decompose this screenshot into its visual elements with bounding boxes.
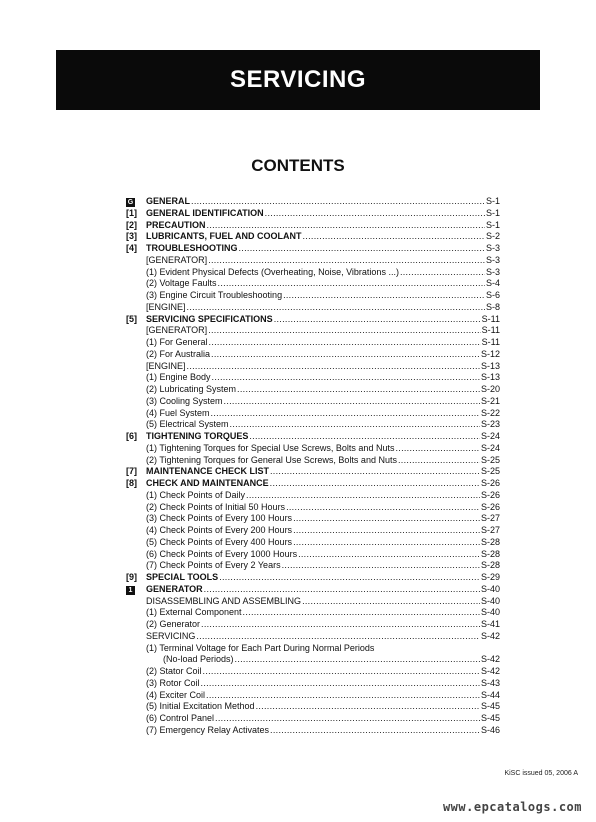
dot-leader [196,631,480,643]
toc-page: S-42 [480,666,500,676]
toc-label: [GENERATOR] [146,325,208,336]
toc-entry[interactable] [126,384,500,396]
toc-label: (1) Tightening Torques for Special Use Screws, Bolts and Nuts [146,442,395,453]
toc-entry[interactable] [126,267,500,279]
dot-leader [243,607,480,619]
toc-number: [9] [126,572,137,582]
dot-leader [400,267,485,279]
toc-page: S-24 [480,442,500,453]
toc-entry[interactable] [126,654,500,666]
toc-number: [2] [126,219,137,230]
toc-page: S-27 [480,513,500,524]
toc-entry[interactable] [126,372,500,384]
toc-label: (7) Emergency Relay Activates [146,724,270,735]
dot-leader [208,325,480,337]
toc-number: [1] [126,207,137,218]
toc-label: TROUBLESHOOTING [146,243,238,253]
toc-label: (1) Evident Physical Defects (Overheating, Noise, Vibrations ...) [146,266,399,277]
toc-label: (1) Terminal Voltage for Each Part During Normal Periods [146,642,375,653]
dot-leader [191,196,485,208]
dot-leader [274,314,481,326]
toc-page: S-28 [480,536,500,547]
toc-label: PRECAUTION [146,219,206,230]
toc-label: (2) Tightening Torques for General Use Screws, Bolts and Nuts [146,454,397,465]
toc-page: S-43 [480,677,500,688]
toc-label: (2) For Australia [146,348,211,359]
toc-entry[interactable] [126,596,500,608]
toc-label: SPECIAL TOOLS [146,572,219,582]
toc-label: (5) Electrical System [146,419,229,430]
toc-entry[interactable] [126,208,500,220]
toc-entry[interactable] [126,725,500,737]
dot-leader [218,278,485,290]
toc-label: (2) Generator [146,619,201,629]
toc-entry[interactable] [126,560,500,572]
toc-entry[interactable] [126,196,500,208]
toc-entry[interactable] [126,619,500,631]
toc-label: (2) Stator Coil [146,666,202,676]
toc-label: [GENERATOR] [146,254,208,265]
toc-page: S-28 [480,560,500,571]
dot-leader [237,384,480,396]
toc-number: [7] [126,466,137,477]
toc-entry[interactable] [126,408,500,420]
toc-page: S-44 [480,689,500,700]
toc-entry[interactable] [126,643,500,655]
toc-page: S-42 [480,630,500,641]
dot-leader [270,478,480,490]
dot-leader [270,466,480,478]
toc-label: (4) Fuel System [146,407,210,418]
dot-leader [211,349,480,361]
toc-label: SERVICING SPECIFICATIONS [146,313,273,324]
toc-page: S-28 [480,548,500,559]
section-marker-box: 1 [126,586,135,595]
toc-label: (2) Check Points of Initial 50 Hours [146,501,286,512]
toc-entry[interactable] [126,349,500,361]
dot-leader [270,725,480,737]
toc-page: S-26 [480,501,500,512]
dot-leader [212,372,480,384]
toc-page: S-40 [480,583,500,594]
toc-page: S-4 [485,278,500,289]
dot-leader [206,690,480,702]
toc-label: (1) Engine Body [146,372,211,383]
toc-label: (5) Check Points of Every 400 Hours [146,536,293,547]
dot-leader [230,419,480,431]
toc-number: [3] [126,231,137,242]
dot-leader [293,537,480,549]
toc-entry[interactable] [126,666,500,678]
toc-page: S-45 [480,713,500,723]
toc-label: (2) Lubricating System [146,384,237,394]
toc-entry[interactable] [126,537,500,549]
toc-number: [4] [126,243,137,253]
toc-entry[interactable] [126,231,500,243]
toc-page: S-13 [480,360,500,371]
toc-page: S-1 [485,207,500,218]
dot-leader [219,572,480,584]
toc-entry[interactable] [126,490,500,502]
toc-label: (5) Initial Excitation Method [146,701,255,712]
toc-label: CHECK AND MAINTENANCE [146,478,269,488]
toc-label: LUBRICANTS, FUEL AND COOLANT [146,231,302,242]
toc-entry[interactable] [126,243,500,255]
section-marker [126,584,146,596]
issue-footer: KiSC issued 05, 2006 A [504,770,578,777]
toc-page: S-8 [485,301,500,312]
toc-page: S-24 [480,431,500,441]
toc-label: DISASSEMBLING AND ASSEMBLING [146,595,302,606]
toc-label: MAINTENANCE CHECK LIST [146,466,269,477]
toc-entry[interactable] [126,455,500,467]
dot-leader [293,513,480,525]
toc-page: S-12 [480,348,500,359]
dot-leader [203,666,480,678]
toc-page: S-27 [480,525,500,535]
toc-entry[interactable] [126,572,500,584]
section-banner [56,50,540,110]
toc-page: S-20 [480,384,500,394]
toc-entry[interactable] [126,525,500,537]
toc-page: S-13 [480,372,500,383]
toc-entry[interactable] [126,314,500,326]
toc-page: S-6 [485,290,500,300]
toc-page: S-22 [480,407,500,418]
dot-leader [224,396,480,408]
dot-leader [207,220,485,232]
toc-label: (3) Check Points of Every 100 Hours [146,513,293,524]
toc-entry[interactable] [126,325,500,337]
table-of-contents [126,196,500,737]
toc-label: (7) Check Points of Every 2 Years [146,560,281,571]
toc-entry[interactable] [126,678,500,690]
toc-page: S-46 [480,724,500,735]
toc-page: S-26 [480,489,500,500]
toc-page: S-1 [485,219,500,230]
dot-leader [398,455,480,467]
dot-leader [293,525,480,537]
toc-page: S-11 [481,337,500,347]
dot-leader [302,596,480,608]
toc-number: [6] [126,431,137,441]
toc-number: [5] [126,313,137,324]
toc-entry[interactable] [126,690,500,702]
toc-page: S-42 [480,654,500,665]
toc-page: S-11 [481,325,500,336]
toc-entry[interactable] [126,220,500,232]
toc-page: S-25 [480,466,500,477]
toc-entry[interactable] [126,513,500,525]
toc-entry[interactable] [126,607,500,619]
toc-label: (3) Cooling System [146,395,223,406]
toc-page: S-11 [481,313,500,324]
toc-page: S-29 [480,572,500,582]
toc-label: (3) Engine Circuit Troubleshooting [146,290,283,300]
toc-page: S-41 [480,619,500,629]
toc-label: (No-load Periods) [163,654,234,665]
dot-leader [256,701,480,713]
toc-entry[interactable] [126,584,500,596]
dot-leader [201,619,480,631]
toc-label: (2) Voltage Faults [146,278,217,289]
toc-label: SERVICING [146,630,196,641]
toc-label: (4) Exciter Coil [146,689,206,700]
toc-label: [ENGINE] [146,301,186,312]
section-marker-box: G [127,199,134,206]
toc-label: (1) Check Points of Daily [146,489,246,500]
dot-leader [286,502,480,514]
dot-leader [201,678,480,690]
toc-page: S-3 [485,266,500,277]
toc-entry[interactable] [126,290,500,302]
toc-entry[interactable] [126,443,500,455]
dot-leader [211,408,480,420]
toc-label: (1) External Component [146,607,242,618]
toc-entry[interactable] [126,419,500,431]
dot-leader [303,231,485,243]
toc-label: (6) Check Points of Every 1000 Hours [146,548,298,559]
toc-entry[interactable] [126,466,500,478]
toc-entry[interactable] [126,631,500,643]
section-title: SERVICING [229,66,367,93]
toc-entry[interactable] [126,502,500,514]
dot-leader [246,490,480,502]
toc-label: GENERAL [146,196,191,206]
toc-page: S-25 [480,454,500,465]
toc-entry[interactable] [126,302,500,314]
toc-page: S-40 [480,607,500,618]
toc-page: S-21 [480,395,500,406]
toc-page: S-26 [480,478,500,488]
toc-number: [8] [126,478,137,488]
toc-label: TIGHTENING TORQUES [146,431,249,441]
toc-entry[interactable] [126,549,500,561]
toc-entry[interactable] [126,278,500,290]
toc-entry[interactable] [126,337,500,349]
dot-leader [239,243,485,255]
dot-leader [209,337,481,349]
watermark: www.epcatalogs.com [442,800,582,814]
toc-entry[interactable] [126,255,500,267]
toc-label: (6) Control Panel [146,713,215,723]
dot-leader [249,431,480,443]
toc-label: (4) Check Points of Every 200 Hours [146,525,293,535]
toc-entry[interactable] [126,431,500,443]
dot-leader [265,208,485,220]
toc-page: S-3 [485,243,500,253]
toc-entry[interactable] [126,361,500,373]
dot-leader [187,361,480,373]
toc-label: GENERAL IDENTIFICATION [146,207,264,218]
dot-leader [204,584,480,596]
dot-leader [282,560,480,572]
toc-page: S-1 [485,196,500,206]
dot-leader [215,713,480,725]
contents-heading: CONTENTS [251,156,345,175]
toc-page: S-2 [485,231,500,242]
dot-leader [298,549,480,561]
toc-entry[interactable] [126,396,500,408]
dot-leader [283,290,485,302]
dot-leader [395,443,480,455]
toc-page: S-3 [485,254,500,265]
toc-page: S-45 [480,701,500,712]
dot-leader [187,302,485,314]
toc-entry[interactable] [126,701,500,713]
toc-entry[interactable] [126,478,500,490]
toc-label: [ENGINE] [146,360,186,371]
toc-page: S-40 [480,595,500,606]
toc-label: (1) For General [146,337,208,347]
toc-page: S-23 [480,419,500,430]
toc-label: GENERATOR [146,583,203,594]
toc-entry[interactable] [126,713,500,725]
section-marker [126,197,146,209]
dot-leader [235,654,480,666]
toc-label: (3) Rotor Coil [146,677,200,688]
dot-leader [208,255,485,267]
